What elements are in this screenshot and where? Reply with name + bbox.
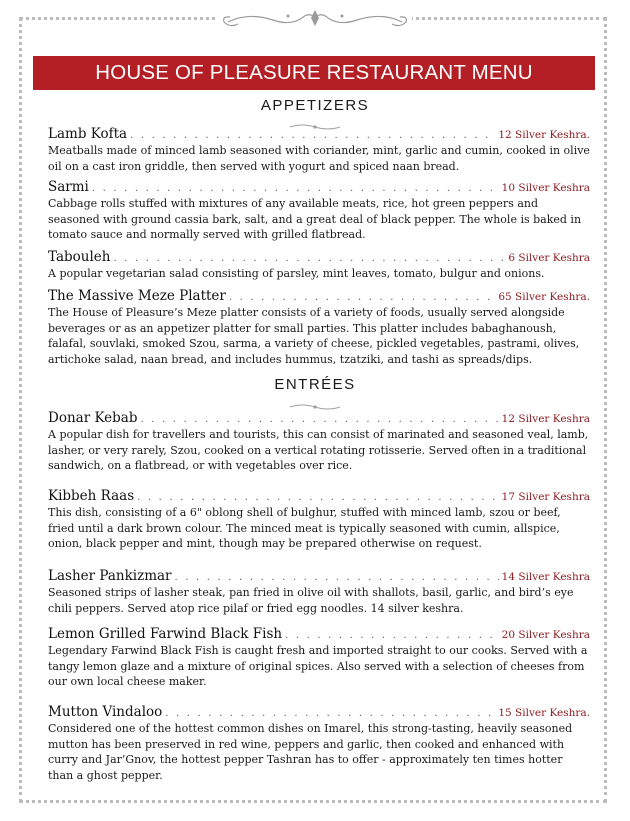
section-heading-entrees: ENTRÉES <box>274 376 356 393</box>
item-price: 14 Silver Keshra <box>501 571 590 583</box>
item-name: Lamb Kofta <box>48 126 128 142</box>
item-description: Legendary Farwind Black Fish is caught fresh and imported straight to our cooks. Served with a tangy lemon glaze and a mixture of original spices. Also served with a selection of cheeses from our own local cheese maker. <box>48 644 588 689</box>
menu-item-mutton-vindaloo <box>48 703 590 783</box>
item-name: Tabouleh <box>48 249 111 265</box>
menu-item-lamb-kofta <box>48 125 590 174</box>
item-price: 6 Silver Keshra <box>508 252 590 264</box>
item-description: Cabbage rolls stuffed with mixtures of any available meats, rice, hot green peppers and seasoned with ground cassia bark, salt, and a great deal of black pepper. The whole is baked in tomato sauce and normally served with grilled flatbread. <box>48 197 582 242</box>
section-divider-ornament-icon <box>288 116 342 124</box>
menu-item-sarmi <box>48 178 590 243</box>
menu-item-tabouleh <box>48 248 590 282</box>
item-name: Mutton Vindaloo <box>48 704 163 720</box>
menu-item-lasher-pankizmar <box>48 567 590 616</box>
item-price: 15 Silver Keshra. <box>498 707 590 719</box>
item-name: Lemon Grilled Farwind Black Fish <box>48 626 283 642</box>
item-name: The Massive Meze Platter <box>48 288 226 304</box>
top-flourish-ornament-icon <box>218 8 412 30</box>
menu-item-donar-kebab <box>48 409 590 474</box>
item-name: Sarmi <box>48 179 89 195</box>
item-name: Kibbeh Raas <box>48 488 135 504</box>
section-heading-appetizers: APPETIZERS <box>260 97 370 114</box>
item-name: Donar Kebab <box>48 410 138 426</box>
item-description: A popular vegetarian salad consisting of parsley, mint leaves, tomato, bulgur and onions. <box>48 267 545 280</box>
menu-item-kibbeh-raas <box>48 487 590 552</box>
item-description: Meatballs made of minced lamb seasoned with coriander, mint, garlic and cumin, cooked in olive oil on a cast iron griddle, then served with yogurt and spiced naan bread. <box>48 144 590 173</box>
item-description: Seasoned strips of lasher steak, pan fried in olive oil with shallots, basil, garlic, and bird’s eye chili peppers. Served atop rice pilaf or fried egg noodles. 14 silver keshra. <box>48 586 574 615</box>
menu-item-lemon-grilled-farwind-black-fish <box>48 625 590 690</box>
item-price: 65 Silver Keshra. <box>498 291 590 303</box>
section-divider-ornament-icon <box>288 396 342 404</box>
menu-title-banner: HOUSE OF PLEASURE RESTAURANT MENU <box>33 56 595 90</box>
item-price: 10 Silver Keshra <box>501 182 590 194</box>
item-price: 12 Silver Keshra. <box>498 129 590 141</box>
menu-item-massive-meze-platter <box>48 287 590 367</box>
item-description: The House of Pleasure’s Meze platter consists of a variety of foods, usually served alongside beverages or as an appetizer platter for small parties. This platter includes babaghanoush, falafal, souvlaki, smoked Szou, sarma, a variety of cheese, pickled vegetables, pastrami, olives, artichoke salad, naan bread, and includes hummus, tzatziki, and tashi as spreads/dips. <box>48 306 580 366</box>
item-description: This dish, consisting of a 6" oblong shell of bulghur, stuffed with minced lamb, szou or beef, fried until a dark brown colour. The minced meat is typically seasoned with cumin, allspice, onion, black pepper and mint, though may be prepared otherwise on request. <box>48 506 561 551</box>
item-price: 12 Silver Keshra <box>501 413 590 425</box>
item-name: Lasher Pankizmar <box>48 568 172 584</box>
item-price: 17 Silver Keshra <box>501 491 590 503</box>
item-price: 20 Silver Keshra <box>501 629 590 641</box>
item-description: Considered one of the hottest common dishes on Imarel, this strong-tasting, heavily seasoned mutton has been preserved in red wine, peppers and garlic, then cooked and enhanced with curry and Jar’Gnov, the hottest pepper Tashran has to offer - approximately ten times hotter than a ghost pepper. <box>48 722 573 782</box>
item-description: A popular dish for travellers and tourists, this can consist of marinated and seasoned veal, lamb, lasher, or very rarely, Szou, cooked on a vertical rotating rotisserie. Served often in a traditional sandwich, on a flatbread, or with vegetables over rice. <box>48 428 589 473</box>
